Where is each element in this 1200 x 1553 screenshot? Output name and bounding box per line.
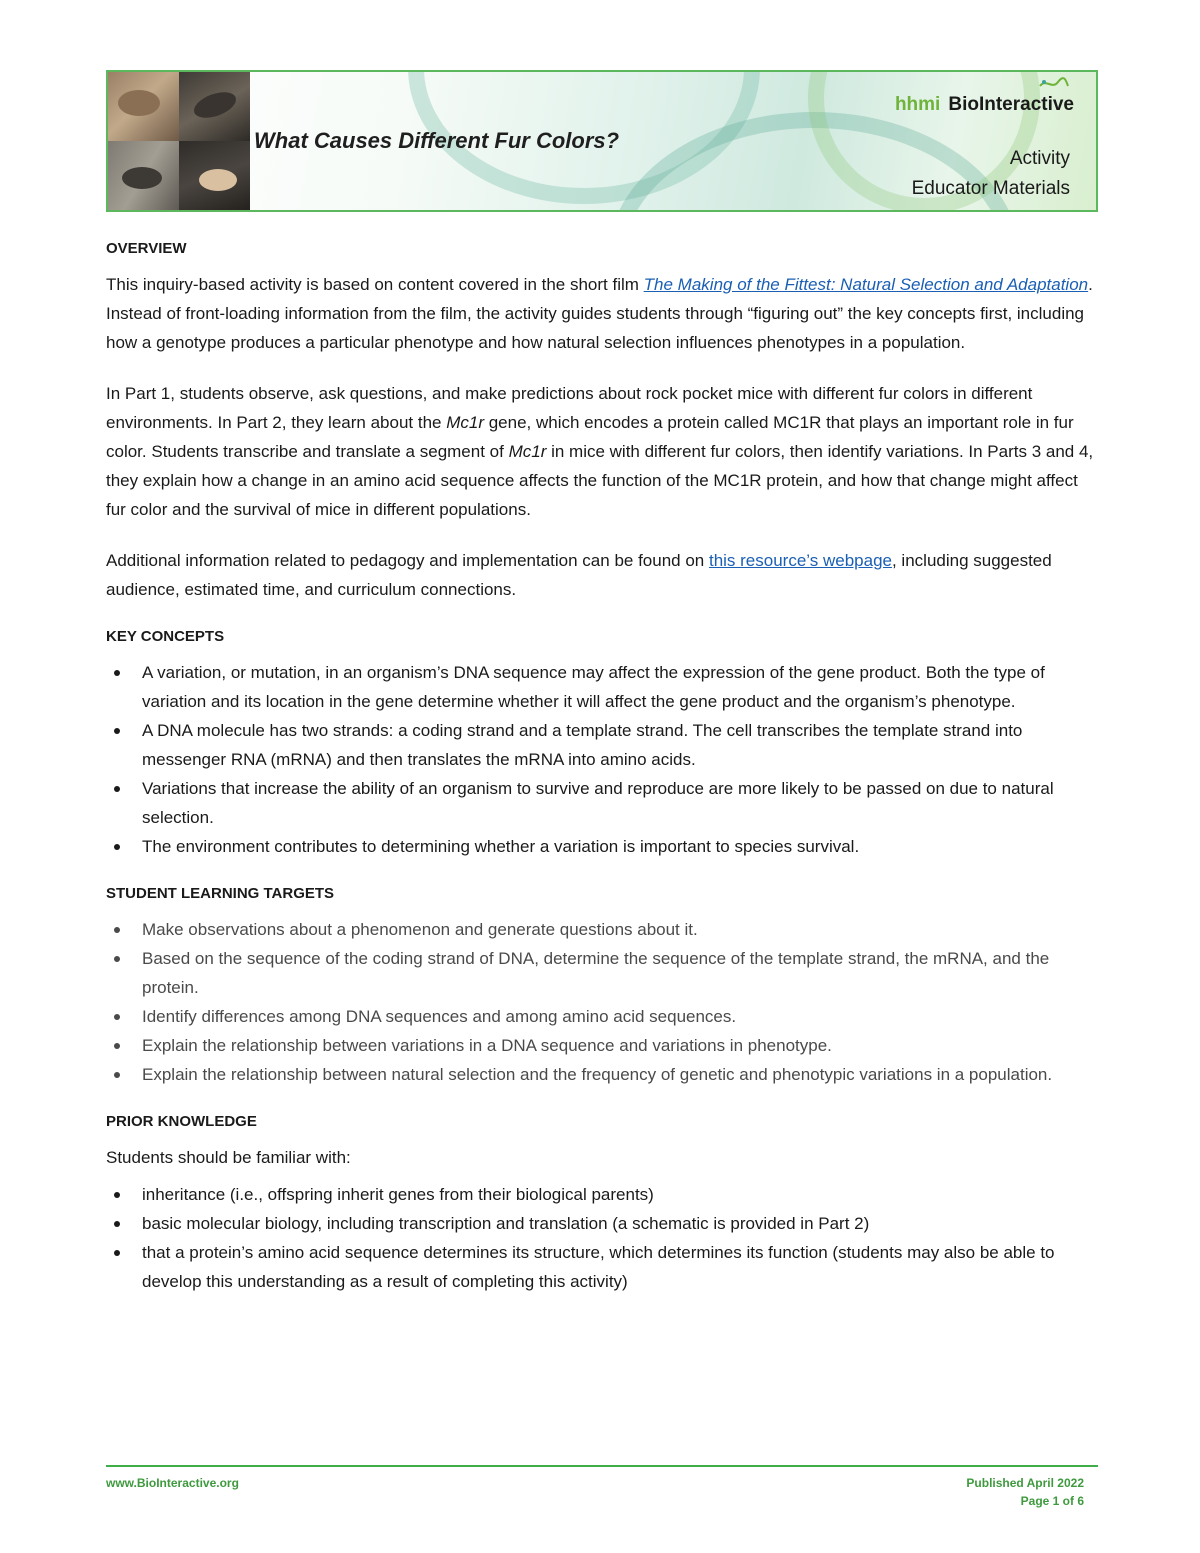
list-item: Make observations about a phenomenon and generate questions about it.: [106, 915, 1098, 944]
header-banner: [106, 70, 1098, 212]
mouse-photo: [108, 141, 179, 210]
overview-paragraph-3: [106, 546, 1098, 604]
footer-page-number: Page 1 of 6: [1020, 1494, 1084, 1508]
list-item: A DNA molecule has two strands: a coding strand and a template strand. The cell transcribes the template strand into messenger RNA (mRNA) and then translates the mRNA into amino acids.: [106, 716, 1098, 774]
list-item: The environment contributes to determining whether a variation is important to species survival.: [106, 832, 1098, 861]
document-body: [106, 238, 1098, 1318]
page-title: What Causes Different Fur Colors?: [254, 128, 620, 153]
list-item: that a protein’s amino acid sequence determines its structure, which determines its function (students may also be able to develop this understanding as a result of completing this activity): [106, 1238, 1098, 1296]
footer-website-link[interactable]: www.BioInteractive.org: [106, 1476, 239, 1490]
list-item: Variations that increase the ability of an organism to survive and reproduce are more likely to be passed on due to natural selection.: [106, 774, 1098, 832]
prior-knowledge-list: [106, 1180, 1098, 1296]
key-concepts-list: [106, 658, 1098, 861]
list-item: A variation, or mutation, in an organism’s DNA sequence may affect the expression of the gene product. Both the type of variation and its location in the gene determine whether it will affect the gene product and the organism’s phenotype.: [106, 658, 1098, 716]
text: Additional information related to pedagogy and implementation can be found on: [106, 551, 709, 570]
doc-type: Activity: [1009, 148, 1070, 169]
film-link[interactable]: The Making of the Fittest: Natural Selection and Adaptation: [643, 275, 1089, 294]
text: gene, which encodes a protein called MC1R that plays an important role in fur color. Students transcribe and translate a segment of: [106, 413, 1074, 461]
overview-paragraph-2: [106, 379, 1098, 524]
doc-audience: Educator Materials: [911, 178, 1070, 199]
footer-published-date: Published April 2022: [966, 1476, 1084, 1490]
text: This inquiry-based activity is based on content covered in the short film: [106, 275, 644, 294]
prior-knowledge-heading: PRIOR KNOWLEDGE: [106, 1113, 257, 1130]
learning-targets-heading: STUDENT LEARNING TARGETS: [106, 885, 335, 902]
footer-divider: [106, 1465, 1098, 1467]
overview-heading: OVERVIEW: [106, 240, 187, 257]
text: , including suggested audience, estimated time, and curriculum connections.: [106, 551, 1052, 599]
list-item: Explain the relationship between natural selection and the frequency of genetic and phenotypic variations in a population.: [106, 1060, 1098, 1089]
prior-knowledge-intro: Students should be familiar with:: [106, 1148, 351, 1167]
mouse-photo: [108, 72, 179, 141]
list-item: basic molecular biology, including transcription and translation (a schematic is provided in Part 2): [106, 1209, 1098, 1238]
mouse-photo: [179, 141, 250, 210]
lizard-logo-icon: [1038, 76, 1070, 92]
list-item: inheritance (i.e., offspring inherit genes from their biological parents): [106, 1180, 1098, 1209]
hhmi-biointeractive-logo[interactable]: [895, 94, 1074, 116]
logo-hhmi: hhmi: [894, 94, 941, 115]
key-concepts-heading: KEY CONCEPTS: [106, 628, 225, 645]
list-item: Based on the sequence of the coding strand of DNA, determine the sequence of the template strand, the mRNA, and the protein.: [106, 944, 1098, 1002]
list-item: Explain the relationship between variations in a DNA sequence and variations in phenotype.: [106, 1031, 1098, 1060]
mouse-photo-collage: [108, 72, 250, 210]
learning-targets-list: [106, 915, 1098, 1089]
gene-name: Mc1r: [508, 442, 547, 461]
text: . Instead of front-loading information from the film, the activity guides students through “figuring out” the key concepts first, including how a genotype produces a particular phenotype and how natural selection influences phenotypes in a population.: [106, 275, 1093, 352]
mouse-photo: [179, 72, 250, 141]
text: in mice with different fur colors, then identify variations. In Parts 3 and 4, they explain how a change in an amino acid sequence affects the function of the MC1R protein, and how that change might affect fur color and the survival of mice in different populations.: [106, 442, 1094, 519]
overview-paragraph-1: [106, 270, 1098, 357]
list-item: Identify differences among DNA sequences and among amino acid sequences.: [106, 1002, 1098, 1031]
resource-webpage-link[interactable]: this resource’s webpage: [708, 551, 892, 570]
gene-name: Mc1r: [446, 413, 484, 432]
text: In Part 1, students observe, ask questions, and make predictions about rock pocket mice with different fur colors in different environments. In Part 2, they learn about the: [106, 384, 1033, 432]
logo-brand: BioInteractive: [948, 94, 1074, 115]
